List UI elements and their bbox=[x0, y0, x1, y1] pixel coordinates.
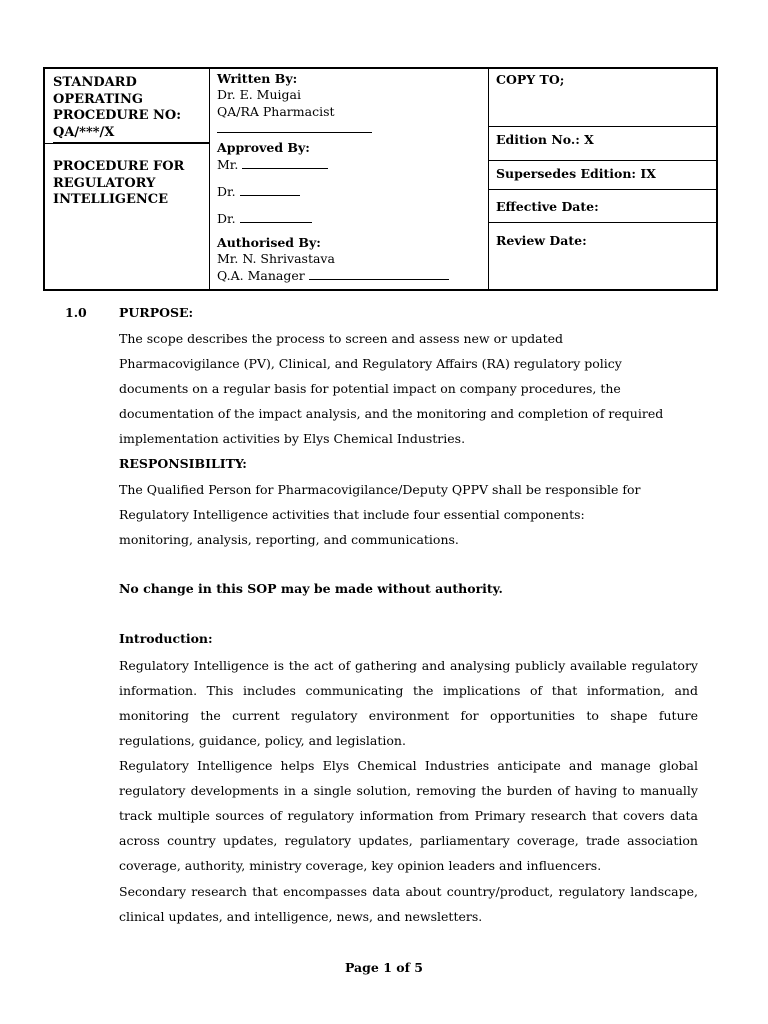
purpose-text: The scope describes the process to screen and assess new or updated Pharmacovigilance (PV), Clinical, and Regulatory Affairs (RA) regulatory policy documents on a regular basis for potential impact on company procedures, the documentation of the impact analysis, and the monitoring and completion of required implementation activities by Elys Chemical Industries. bbox=[119, 331, 664, 446]
approved-by-label: Approved By: bbox=[217, 140, 310, 155]
authorised-by-label: Authorised By: bbox=[217, 235, 321, 250]
approver-1 bbox=[217, 157, 328, 173]
review-date-cell bbox=[489, 223, 716, 289]
effective-date-label: Effective Date: bbox=[496, 199, 599, 214]
procedure-title-line: REGULATORY bbox=[53, 175, 156, 191]
sop-title-line: OPERATING bbox=[53, 91, 143, 107]
review-date-label: Review Date: bbox=[496, 233, 587, 248]
section-number: 1.0 bbox=[65, 305, 87, 320]
procedure-title-line: PROCEDURE FOR bbox=[53, 159, 185, 174]
sop-number: QA/***/X bbox=[53, 124, 115, 140]
written-by-label: Written By: bbox=[217, 71, 298, 86]
authorised-by-role-row bbox=[217, 268, 449, 284]
edition-number: Edition No.: X bbox=[496, 132, 594, 147]
page-number: Page 1 of 5 bbox=[344, 960, 424, 975]
copy-to-cell bbox=[489, 69, 716, 127]
effective-date-cell bbox=[489, 190, 716, 223]
divider bbox=[45, 143, 209, 144]
sop-header-table bbox=[43, 67, 718, 291]
authority-notice: No change in this SOP may be made without authority. bbox=[119, 581, 503, 596]
authorised-by-role: Q.A. Manager bbox=[217, 268, 305, 283]
procedure-title-cell bbox=[53, 159, 209, 209]
responsibility-text: The Qualified Person for Pharmacovigilance/Deputy QPPV shall be responsible for Regulatory Intelligence activities that include four essential components: monitoring, analysis, reporting, and communications. bbox=[119, 482, 641, 547]
edition-info-column bbox=[489, 69, 716, 289]
written-by-name: Dr. E. Muigai bbox=[217, 87, 301, 102]
supersedes-edition: Supersedes Edition: IX bbox=[496, 166, 656, 181]
responsibility-heading: RESPONSIBILITY: bbox=[119, 456, 247, 471]
sop-number-cell bbox=[53, 75, 209, 143]
edition-cell bbox=[489, 127, 716, 161]
signature-blank bbox=[240, 184, 300, 196]
intro-paragraph-2: Regulatory Intelligence helps Elys Chemical Industries anticipate and manage global regulatory developments in a single solution, removing the burden of having to manually track multiple sources of regulatory information from Primary research that covers data across country updates, regulatory updates, parliamentary coverage, trade association coverage, authority, ministry coverage, key opinion leaders and influencers. bbox=[119, 758, 698, 873]
sop-title-column bbox=[45, 69, 210, 289]
sop-title-line: PROCEDURE NO: bbox=[53, 108, 182, 123]
introduction-heading: Introduction: bbox=[119, 631, 213, 646]
approver-3-title: Dr. bbox=[217, 211, 236, 226]
signature-blank bbox=[242, 157, 328, 169]
approver-3 bbox=[217, 211, 312, 227]
approver-2 bbox=[217, 184, 300, 200]
approver-2-title: Dr. bbox=[217, 184, 236, 199]
procedure-title-line: INTELLIGENCE bbox=[53, 192, 169, 207]
intro-paragraph-1: Regulatory Intelligence is the act of gathering and analysing publicly available regulatory information. This includes communicating the implications of that information, and monitoring the current regulatory environment for opportunities to shape future regulations, guidance, policy, and legislation. bbox=[119, 658, 698, 748]
signatures-column bbox=[210, 69, 489, 289]
approver-1-title: Mr. bbox=[217, 157, 239, 172]
intro-paragraph-3: Secondary research that encompasses data about country/product, regulatory landscape, clinical updates, and intelligence, news, and newsletters. bbox=[119, 884, 698, 924]
authorised-by-name: Mr. N. Shrivastava bbox=[217, 251, 335, 266]
signature-blank bbox=[240, 211, 312, 223]
sop-title-line: STANDARD bbox=[53, 75, 137, 90]
written-by-signature-line bbox=[217, 132, 372, 133]
written-by-role: QA/RA Pharmacist bbox=[217, 104, 335, 119]
purpose-heading: PURPOSE: bbox=[119, 305, 194, 320]
supersedes-cell bbox=[489, 161, 716, 190]
signature-blank bbox=[309, 268, 449, 280]
copy-to-label: COPY TO; bbox=[496, 72, 565, 87]
